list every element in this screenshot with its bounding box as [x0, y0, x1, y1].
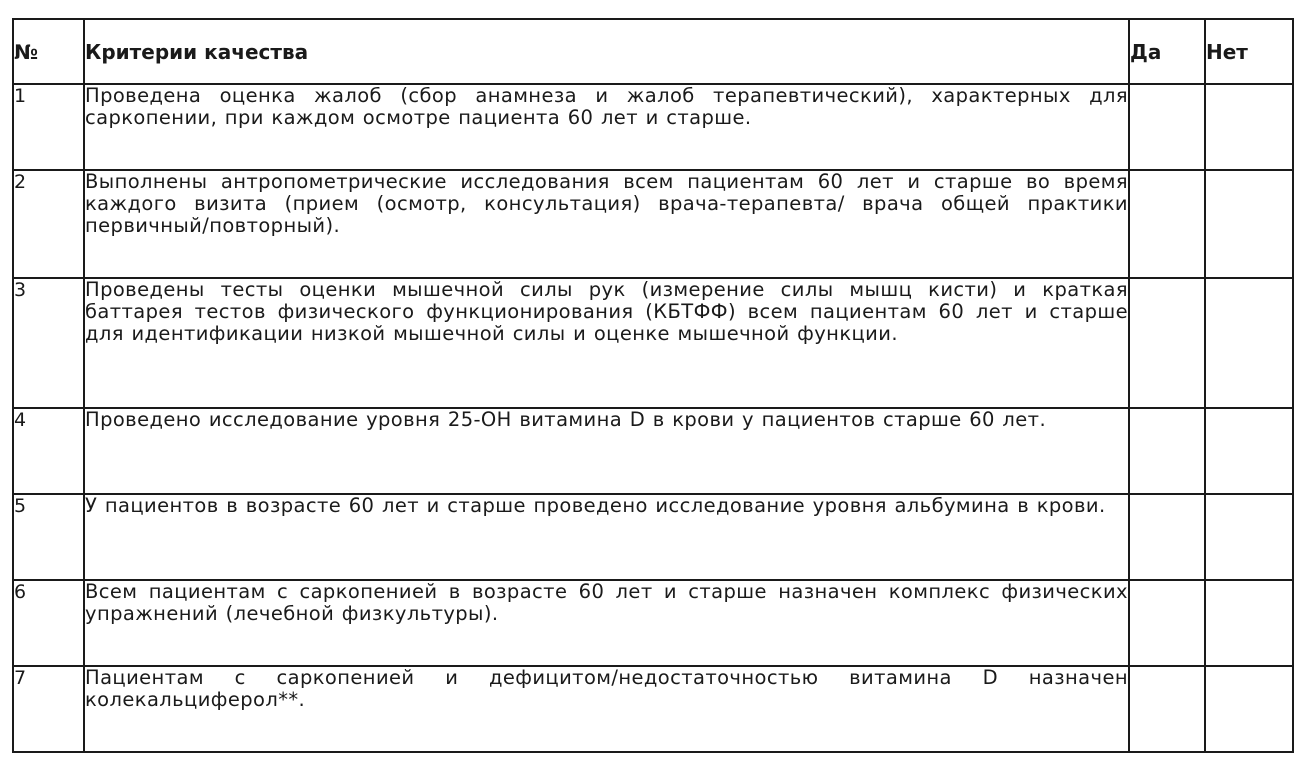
criterion-text: Пациентам с саркопенией и дефицитом/недостаточностью витамина D назначен колекальциферол**. [84, 666, 1129, 752]
row-number: 6 [13, 580, 84, 666]
yes-cell [1129, 494, 1205, 580]
criterion-text: Проведены тесты оценки мышечной силы рук (измерение силы мышц кисти) и краткая баттарея тестов физического функционирования (КБТФФ) всем пациентам 60 лет и старше для идентификации низкой мышечной силы и оценке мышечной функции. [84, 278, 1129, 408]
table-row [13, 408, 1293, 494]
row-number: 4 [13, 408, 84, 494]
table-header-row [13, 19, 1293, 84]
table-row [13, 580, 1293, 666]
row-number: 1 [13, 84, 84, 170]
header-criteria: Критерии качества [84, 19, 1129, 84]
yes-cell [1129, 84, 1205, 170]
no-cell [1205, 408, 1293, 494]
no-cell [1205, 170, 1293, 278]
yes-cell [1129, 580, 1205, 666]
row-number: 3 [13, 278, 84, 408]
yes-cell [1129, 278, 1205, 408]
row-number: 7 [13, 666, 84, 752]
yes-cell [1129, 408, 1205, 494]
row-number: 2 [13, 170, 84, 278]
row-number: 5 [13, 494, 84, 580]
no-cell [1205, 84, 1293, 170]
table-row [13, 278, 1293, 408]
header-yes: Да [1129, 19, 1205, 84]
criterion-text: Проведена оценка жалоб (сбор анамнеза и жалоб терапевтический), характерных для саркопении, при каждом осмотре пациента 60 лет и старше. [84, 84, 1129, 170]
table-row [13, 170, 1293, 278]
no-cell [1205, 494, 1293, 580]
criterion-text: Выполнены антропометрические исследования всем пациентам 60 лет и старше во время каждого визита (прием (осмотр, консультация) врача-терапевта/ врача общей практики первичный/повторный). [84, 170, 1129, 278]
no-cell [1205, 278, 1293, 408]
criterion-text: Всем пациентам с саркопенией в возрасте 60 лет и старше назначен комплекс физических упражнений (лечебной физкультуры). [84, 580, 1129, 666]
criterion-text: У пациентов в возрасте 60 лет и старше проведено исследование уровня альбумина в крови. [84, 494, 1129, 580]
header-no: Нет [1205, 19, 1293, 84]
header-number: № [13, 19, 84, 84]
table-row [13, 84, 1293, 170]
table-row [13, 666, 1293, 752]
table-row [13, 494, 1293, 580]
yes-cell [1129, 666, 1205, 752]
quality-criteria-table [12, 18, 1294, 753]
no-cell [1205, 666, 1293, 752]
no-cell [1205, 580, 1293, 666]
yes-cell [1129, 170, 1205, 278]
criterion-text: Проведено исследование уровня 25-ОН витамина D в крови у пациентов старше 60 лет. [84, 408, 1129, 494]
